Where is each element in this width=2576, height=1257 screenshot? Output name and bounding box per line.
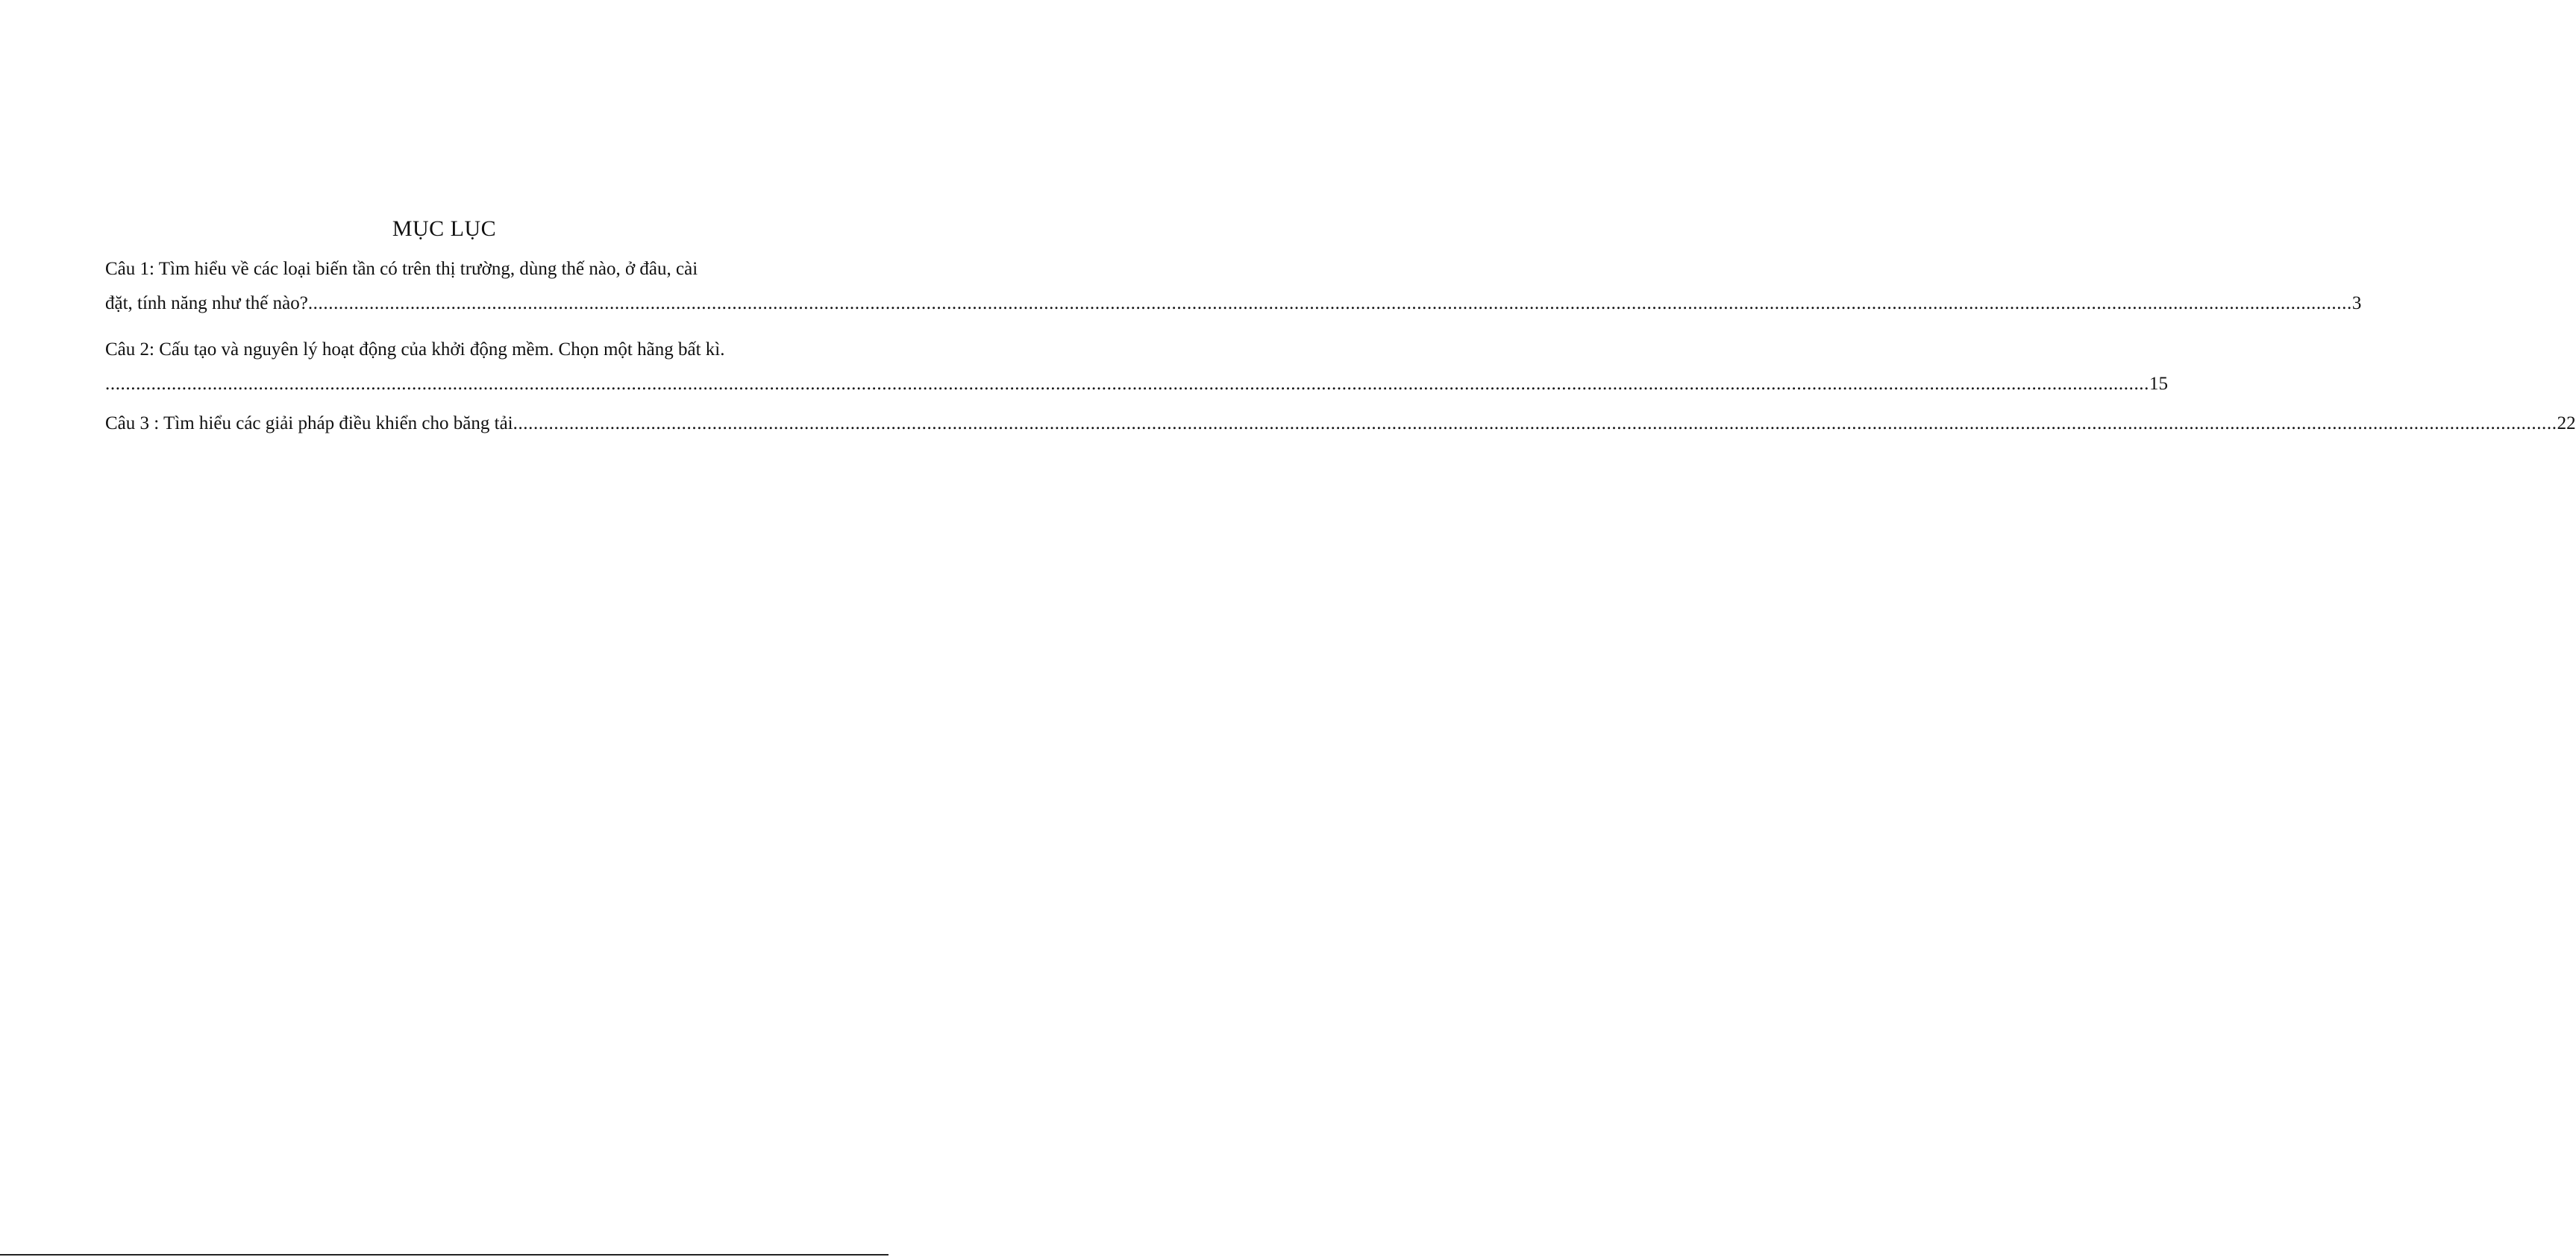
toc-title: MỤC LỤC <box>392 216 497 241</box>
toc-entry-text: đặt, tính năng như thế nào? <box>105 293 308 313</box>
toc-entry-2[interactable] <box>105 333 2168 401</box>
toc-entry-line <box>105 252 786 286</box>
toc-entry-text: Câu 1: Tìm hiểu về các loại biến tần có trên thị trường, dùng thế nào, ở đâu, cài <box>105 259 698 279</box>
toc-entry-text: Câu 2: Cấu tạo và nguyên lý hoạt động của khởi động mềm. Chọn một hãng bất kì. <box>105 339 725 360</box>
toc-page-number: 3 <box>2351 293 2362 313</box>
toc-entry-1[interactable] <box>105 252 2362 321</box>
toc-entry-line <box>105 407 2576 441</box>
toc-leader-dots: ................................................................................................................................................................................................................................................................................................................................................................................................................ <box>513 413 2557 433</box>
toc-entry-3[interactable] <box>105 407 2576 441</box>
toc-entry-line <box>105 367 2168 401</box>
footer-rule <box>0 1254 889 1256</box>
toc-page-number: 15 <box>2149 374 2168 394</box>
toc-entry-line <box>105 333 786 367</box>
toc-page-number: 22 <box>2557 413 2576 433</box>
toc-entry-line <box>105 286 2362 321</box>
toc-entry-text: Câu 3 : Tìm hiểu các giải pháp điều khiển cho băng tải <box>105 413 513 433</box>
toc-leader-dots: ................................................................................................................................................................................................................................................................................................................................................................................................................ <box>105 374 2149 394</box>
toc-leader-dots: ................................................................................................................................................................................................................................................................................................................................................................................................................ <box>307 293 2352 313</box>
